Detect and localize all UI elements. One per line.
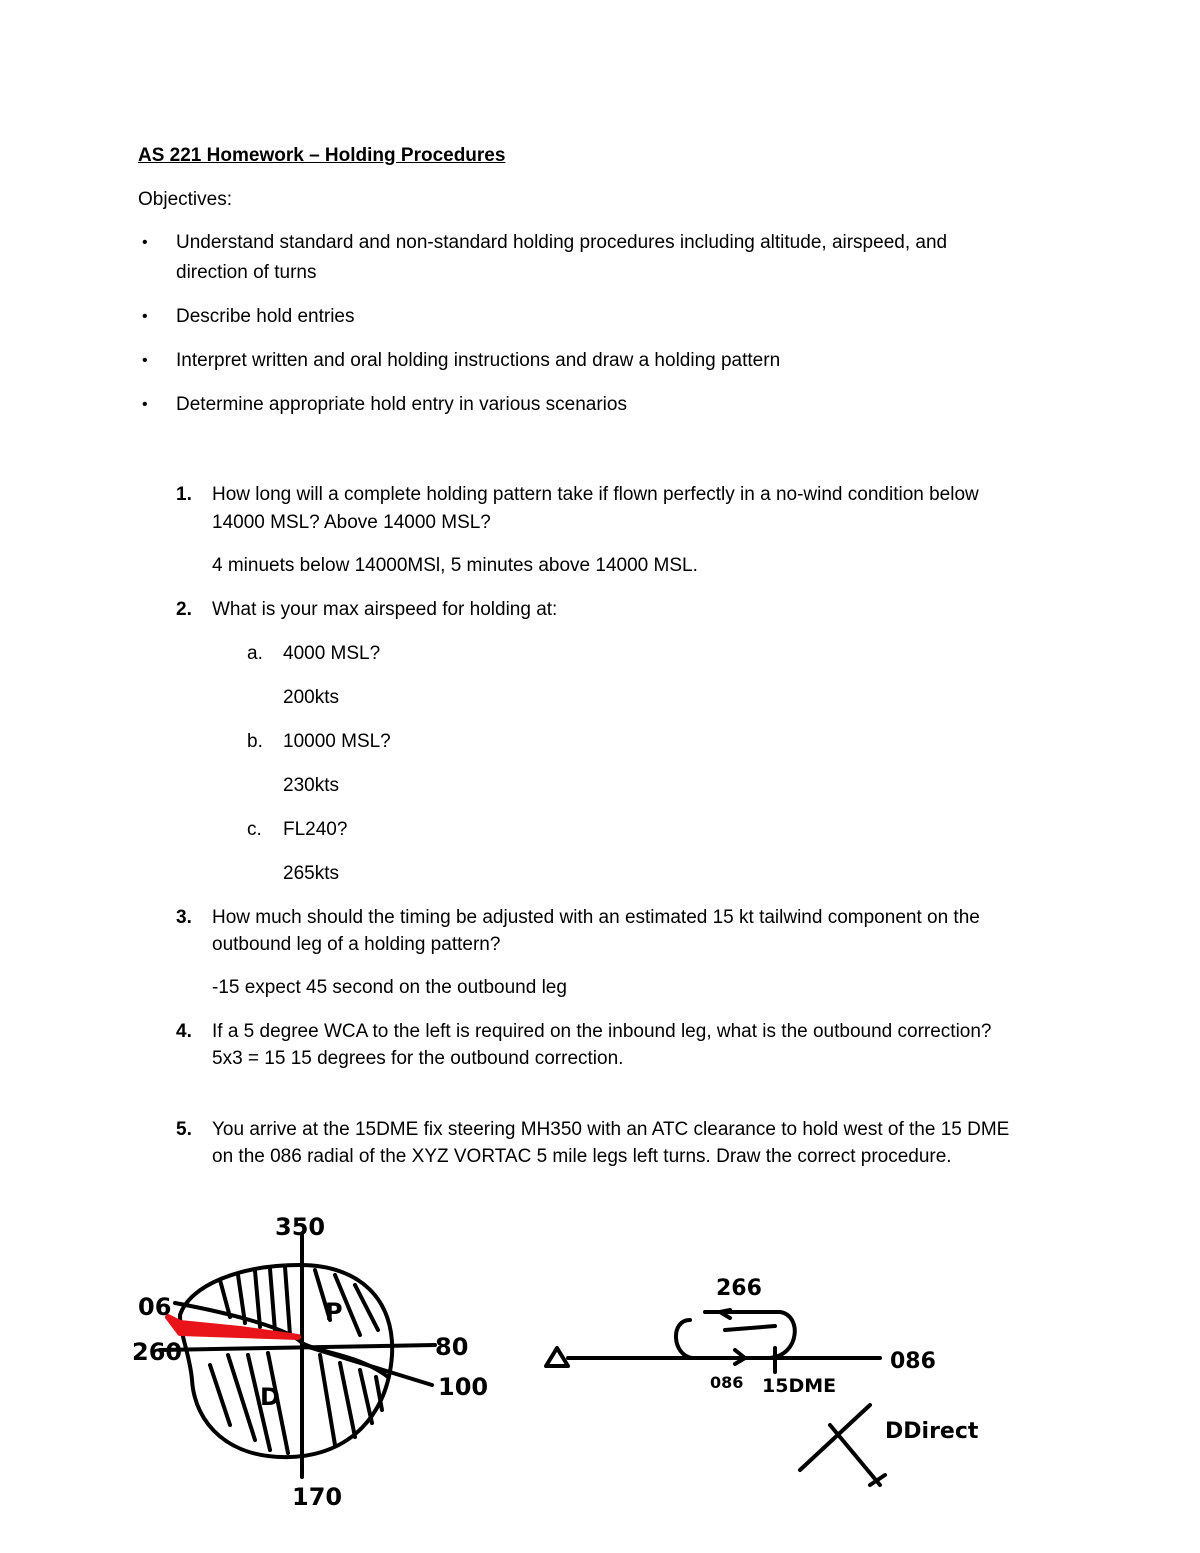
- label-p: P: [325, 1298, 343, 1326]
- question-2a-letter: a.: [247, 643, 263, 664]
- question-3-number: 3.: [176, 907, 192, 928]
- question-2-text: What is your max airspeed for holding at:: [212, 599, 558, 620]
- question-2c-text: FL240?: [283, 819, 348, 840]
- question-4-line2: 5x3 = 15 15 degrees for the outbound correction.: [212, 1048, 624, 1069]
- holding-pattern-sketch: [540, 1260, 1000, 1510]
- question-4-number: 4.: [176, 1021, 192, 1042]
- compass-entry-sketch: [120, 1205, 500, 1515]
- question-2b-letter: b.: [247, 731, 263, 752]
- question-2b-text: 10000 MSL?: [283, 731, 391, 752]
- question-2a-text: 4000 MSL?: [283, 643, 381, 664]
- bullet-3: •: [142, 352, 148, 369]
- question-2b-answer: 230kts: [283, 775, 339, 796]
- bullet-4: •: [142, 396, 148, 413]
- question-3-line1: How much should the timing be adjusted with an estimated 15 kt tailwind component on the: [212, 907, 980, 928]
- objective-item-2: Describe hold entries: [176, 306, 355, 327]
- bullet-2: •: [142, 308, 148, 325]
- question-4-line1: If a 5 degree WCA to the left is required on the inbound leg, what is the outbound correction?: [212, 1021, 992, 1042]
- question-5-line2: on the 086 radial of the XYZ VORTAC 5 mile legs left turns. Draw the correct procedure.: [212, 1146, 952, 1167]
- bullet-1: •: [142, 234, 148, 251]
- objective-item-1: Understand standard and non-standard holding procedures including altitude, airspeed, and: [176, 232, 948, 253]
- question-2c-letter: c.: [247, 819, 262, 840]
- label-086-fix: 086: [710, 1373, 744, 1392]
- question-3-line2: outbound leg of a holding pattern?: [212, 934, 501, 955]
- objective-item-1-cont: direction of turns: [176, 262, 317, 283]
- sector-arc: [175, 1303, 388, 1377]
- question-2-number: 2.: [176, 599, 192, 620]
- page-title: AS 221 Homework – Holding Procedures: [138, 145, 506, 166]
- label-direct: DDirect: [885, 1419, 979, 1444]
- vortac-symbol: [546, 1348, 568, 1366]
- label-06: 06: [138, 1293, 172, 1321]
- question-5-line1: You arrive at the 15DME fix steering MH350 with an ATC clearance to hold west of the 15 DME: [212, 1119, 1010, 1140]
- objective-item-4: Determine appropriate hold entry in various scenarios: [176, 394, 627, 415]
- question-1-answer: 4 minuets below 14000MSl, 5 minutes above 14000 MSL.: [212, 555, 698, 576]
- question-1-line1: How long will a complete holding pattern take if flown perfectly in a no-wind condition below: [212, 484, 979, 505]
- label-260: 260: [132, 1338, 183, 1366]
- question-1-line2: 14000 MSL? Above 14000 MSL?: [212, 512, 491, 533]
- label-086-end: 086: [890, 1349, 936, 1374]
- entry-track: [168, 1317, 298, 1337]
- label-d: D: [260, 1383, 280, 1411]
- question-3-answer: -15 expect 45 second on the outbound leg: [212, 977, 567, 998]
- label-100: 100: [438, 1373, 489, 1401]
- label-266: 266: [716, 1276, 762, 1301]
- label-170: 170: [292, 1483, 343, 1511]
- question-2a-answer: 200kts: [283, 687, 339, 708]
- label-15dme: 15DME: [762, 1375, 837, 1397]
- question-5-number: 5.: [176, 1119, 192, 1140]
- question-1-number: 1.: [176, 484, 192, 505]
- label-350: 350: [275, 1213, 326, 1241]
- question-2c-answer: 265kts: [283, 863, 339, 884]
- label-80: 80: [435, 1333, 469, 1361]
- objectives-heading: Objectives:: [138, 189, 232, 210]
- objective-item-3: Interpret written and oral holding instructions and draw a holding pattern: [176, 350, 781, 371]
